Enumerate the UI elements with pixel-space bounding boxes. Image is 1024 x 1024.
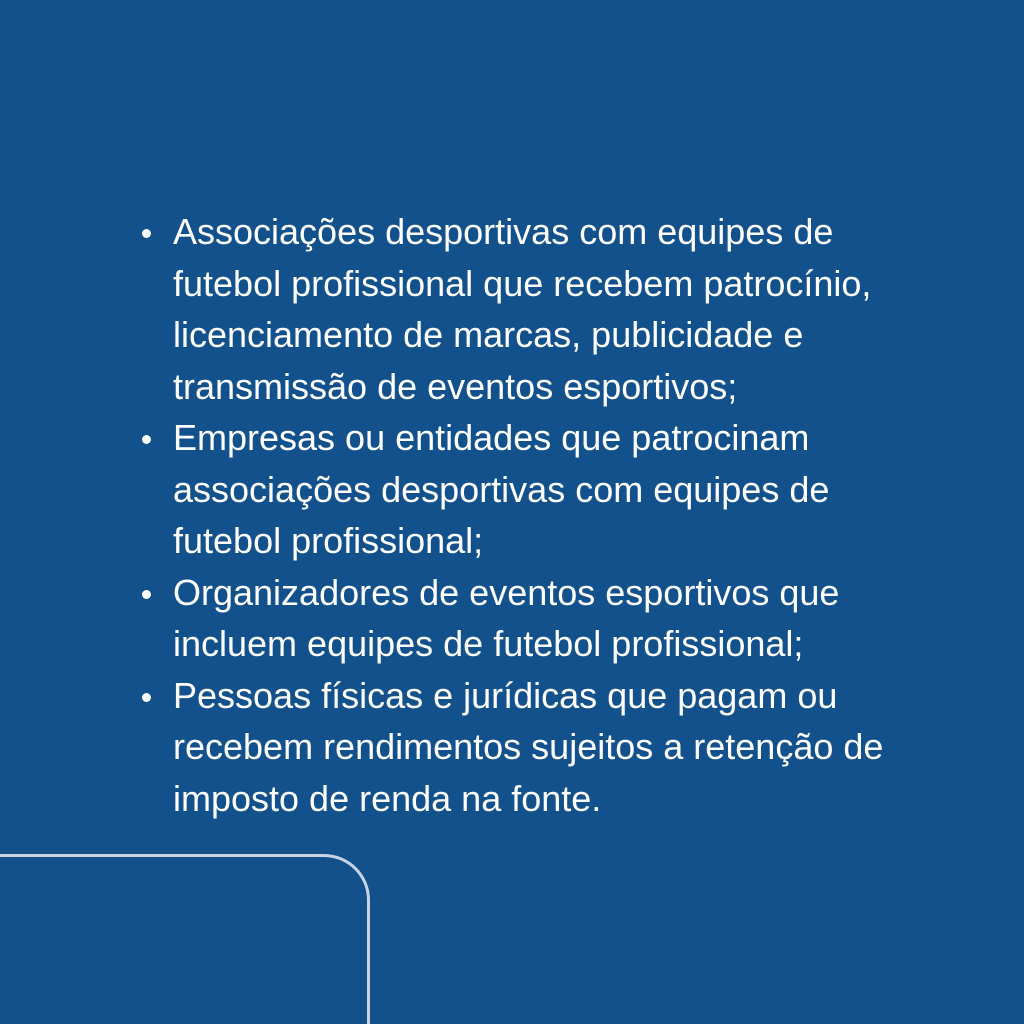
bullet-item-4 (140, 670, 920, 825)
bullet-item-3 (140, 567, 920, 670)
bullet-dot-icon (142, 590, 151, 599)
bullet-dot-icon (142, 693, 151, 702)
bullet-dot-icon (142, 229, 151, 238)
bullet-1-line-3: licenciamento de marcas, publicidade e (173, 314, 804, 355)
bullet-1-line-4: transmissão de eventos esportivos; (173, 365, 738, 407)
bullet-4-line-1: Pessoas físicas e jurídicas que pagam ou (173, 674, 838, 716)
bullet-item-2 (140, 412, 920, 567)
bullet-2-line-2: associações desportivas com equipes de (173, 468, 830, 510)
bullet-4-line-2: recebem rendimentos sujeitos a retenção de (173, 726, 884, 767)
bullet-list (140, 206, 920, 824)
bullet-item-1 (140, 206, 920, 412)
bullet-2-line-3: futebol profissional; (173, 520, 484, 561)
bullet-3-line-1: Organizadores de eventos esportivos que (173, 571, 840, 613)
decorative-corner-frame (0, 854, 370, 1024)
bullet-2-line-1: Empresas ou entidades que patrocinam (173, 417, 810, 458)
bullet-3-line-2: incluem equipes de futebol profissional; (173, 623, 804, 664)
bullet-dot-icon (142, 435, 151, 444)
bullet-1-line-1: Associações desportivas com equipes de (173, 211, 834, 252)
bullet-1-line-2: futebol profissional que recebem patrocínio, (173, 262, 872, 304)
bullet-4-line-3: imposto de renda na fonte. (173, 777, 602, 819)
